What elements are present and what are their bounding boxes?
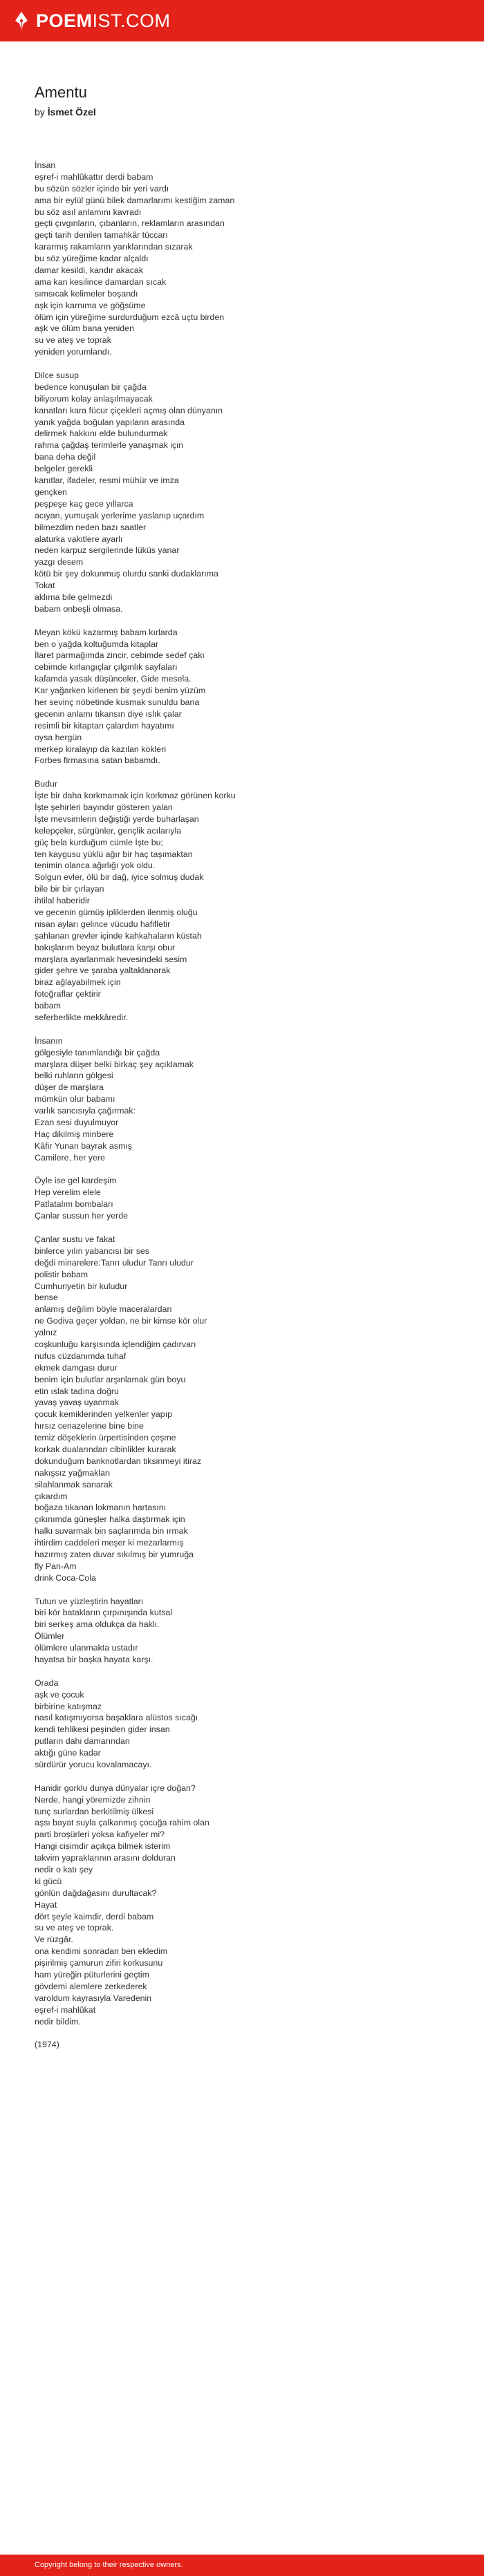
poem-line: kanıtlar, ifadeler, resmi mühür ve imza xyxy=(35,476,179,486)
poem-line: biliyorum kolay anlaşılmayacak xyxy=(35,393,153,404)
poem-line: birbirine katışmaz xyxy=(35,1701,102,1711)
site-header xyxy=(0,0,484,41)
stanza-break xyxy=(35,1164,463,1176)
stanza-break xyxy=(35,1771,463,1783)
poem-line: biri serkeş ama oldukça da haklı. xyxy=(35,1619,160,1630)
poem-line: gider şehre ve şaraba yaltaklanarak xyxy=(35,966,171,976)
poem-line: neden karpuz sergilerinde lüküs yanar xyxy=(35,545,180,556)
stanza-break xyxy=(35,1666,463,1677)
stanza-break xyxy=(35,1222,463,1234)
poem-line: delirmek hakkını elde bulundurmak xyxy=(35,429,168,439)
poem-line: ona kendimi sonradan ben ekledim xyxy=(35,1946,168,1957)
poem-line: güç bela kurduğum cümle İşte bu; xyxy=(35,837,163,847)
poem-line: hayatsa bir başka hayata karşı. xyxy=(35,1655,153,1664)
poem-line: ölümlere ulanmakta ustadır xyxy=(35,1643,138,1653)
poem-line: ihtirdim caddeleri meşer ki mezarlarmış xyxy=(35,1538,184,1548)
poem-line: Budur xyxy=(35,779,58,789)
stanza-break xyxy=(35,615,463,627)
by-label: by xyxy=(35,106,45,117)
poem-line: Dilce susup xyxy=(35,370,80,381)
poem-line: yeniden yorumlandı. xyxy=(35,347,112,357)
poem-line: İşte bir daha korkmamak için korkmaz görünen korku xyxy=(35,791,236,801)
poem-line: İşte mevsimlerin değiştiği yerde buharlaşan xyxy=(35,814,199,824)
poem-line: parti broşürleri yoksa kafiyeler mi? xyxy=(35,1830,165,1840)
poem-line: Cumhuriyetin bir kuludur xyxy=(35,1281,128,1291)
poem-line: fotoğraflar çektirir xyxy=(35,989,101,999)
poem-line: rahma çağdaş terimlerle yanaşmak için xyxy=(35,440,183,451)
poem-line: ihtilal haberidir xyxy=(35,896,90,906)
poem-line: kötü bir şey dokunmuş olurdu sanki dudaklarıma xyxy=(35,569,218,579)
poem-line: aşk ve ölüm bana yeniden xyxy=(35,323,134,334)
poem-line: kanatları kara fücur çiçekleri açmış olan dünyanın xyxy=(35,405,223,415)
poem-line: yanık yağda boğulan yapıların arasında xyxy=(35,417,185,427)
poem-line: ben o yağda koltuğumda kitaplar xyxy=(35,639,159,649)
pen-nib-icon xyxy=(14,11,29,30)
poem-line: biraz ağlayabilmek için xyxy=(35,977,121,988)
poem-line: aşk ve çocuk xyxy=(35,1689,84,1700)
poem-line: İlaret parmağımda zincir, cebimde sedef çakı xyxy=(35,650,205,661)
poem-line: nakışsız yağmakları xyxy=(35,1467,111,1478)
poem-line: Forbes firmasına satan babamdı. xyxy=(35,755,160,766)
poem-line: gövdemi alemlere zerkederek xyxy=(35,1981,147,1991)
poem-line: Hayat xyxy=(35,1899,57,1910)
poem-line: ve gecenin gümüş ipliklerden ilenmiş oluğu xyxy=(35,908,198,917)
stanza-break xyxy=(35,2028,463,2040)
poem-line: çıkardım xyxy=(35,1491,68,1501)
poem-line: merkep kiralayıp da kazılan kökleri xyxy=(35,744,167,754)
poem-line: yazgı desem xyxy=(35,557,84,567)
poem-line: polistir babam xyxy=(35,1269,89,1279)
poem-line: tenimin olanca ağırlığı yok oldu. xyxy=(35,861,156,871)
poem-line: çıkınımda güneşler halka daştırmak için xyxy=(35,1514,185,1525)
poem-line: bakışlarım beyaz bulutlara karşı obur xyxy=(35,942,176,952)
poem-line: sımsıcak kelimeler boşandı xyxy=(35,288,138,299)
poem-line: temiz döşeklerin ürpertisinden çeşme xyxy=(35,1433,176,1443)
poem-line: Nerde, hangi yöremizde zihnin xyxy=(35,1794,151,1805)
poem-line: babam onbeşli olmasa. xyxy=(35,603,123,614)
poem-line: kararmış rakamların yarıklarından sızarak xyxy=(35,242,193,252)
poem-line: Tokat xyxy=(35,581,55,591)
poem-line: Ezan sesi duyulmuyor xyxy=(35,1118,119,1128)
poem-line: ama bir eylül günü bilek damarlarımı kestiğim zaman xyxy=(35,195,235,205)
poem-line: alaturka vakitlere ayarlı xyxy=(35,534,123,544)
poem-line: yavaş yavaş uyanmak xyxy=(35,1398,119,1408)
poem-line: ten kaygusu yüklü ağır bir haç taşımaktan xyxy=(35,849,193,859)
poem-line: coşkunluğu karşısında içlendiğim çadırvarı xyxy=(35,1339,196,1349)
poem-line: oysa hergün xyxy=(35,732,82,742)
poem-line: peşpeşe kaç gece yıllarca xyxy=(35,498,133,509)
poem-line: nedir bildim. xyxy=(35,2016,81,2027)
poem-line: ki gücü xyxy=(35,1876,62,1886)
poem-line: damar kesildi, kandır akacak xyxy=(35,265,144,276)
poem-line: pişirilmiş çamurun zifiri korkusunu xyxy=(35,1958,163,1968)
poem-line: babam xyxy=(35,1001,61,1011)
poem-line: değdi minarelere:Tanrı uludur Tanrı uludur xyxy=(35,1257,194,1268)
stanza-break xyxy=(35,767,463,778)
poem-line: korkak dualarından cibinlikler kurarak xyxy=(35,1444,176,1454)
poem-line: nisan ayları gelince vücudu hafifletir xyxy=(35,919,171,929)
copyright-text: Copyright belong to their respective owners. xyxy=(35,2561,183,2569)
poem-line: İnsanın xyxy=(35,1035,63,1046)
poem-line: aktığı güne kadar xyxy=(35,1748,101,1758)
author-name[interactable]: İsmet Özel xyxy=(47,106,96,117)
poem-line: bu söz yüreğime kadar alçaldı xyxy=(35,254,149,264)
poem-line: belki ruhların gölgesi xyxy=(35,1071,113,1081)
poem-line: gençken xyxy=(35,487,67,497)
poem-line: kelepçeler, sürgünler, gençlik acılarıyla xyxy=(35,825,182,836)
poem-line: fly Pan-Am xyxy=(35,1561,77,1571)
poem-line: bense xyxy=(35,1292,58,1303)
poem-line: Tutun ve yüzleştirin hayatları xyxy=(35,1596,144,1606)
poem-line: su ve ateş ve toprak. xyxy=(35,1923,114,1933)
poem-line: anlamış değilim böyle maceralardan xyxy=(35,1304,172,1315)
poem-line: bedence konuşulan bir çağda xyxy=(35,382,147,392)
poem-line: silahlanmak sanarak xyxy=(35,1479,113,1489)
poem-line: Kâfir Yunan bayrak asmış xyxy=(35,1140,132,1151)
poem-line: eşref-i mahlûkat xyxy=(35,2004,96,2015)
poem-line: nedir o katı şey xyxy=(35,1865,93,1875)
poem-line: boğaza tıkanan lokmanın hartasını xyxy=(35,1503,167,1513)
poem-line: çocuk kemiklerinden yelkenler yapıp xyxy=(35,1409,173,1420)
poem-line: Meyan kökü kazarmış babam kırlarda xyxy=(35,627,178,637)
stanza-break xyxy=(35,358,463,370)
poem-line: düşer de marşlara xyxy=(35,1082,104,1093)
poem-line: dört şeyle kaimdir, derdi babam xyxy=(35,1911,154,1921)
poem-line: Haç dikilmiş minbere xyxy=(35,1129,114,1139)
poem-line: şahlanan grevler içinde kahkahaların küstah xyxy=(35,930,202,941)
stanza-break xyxy=(35,1024,463,1035)
poem-line: aşk için karnıma ve göğsüme xyxy=(35,300,146,310)
poem-line: dokunduğum banknotlardan tiksinmeyi itiraz xyxy=(35,1456,202,1466)
poem-author-line xyxy=(35,105,463,119)
poem-line: takvim yapraklarının arasını dolduran xyxy=(35,1853,176,1863)
poem-line: kendi tehlikesi peşinden gider insan xyxy=(35,1724,170,1735)
poem-line: aklıma bile gelmezdi xyxy=(35,592,113,602)
poem-line: ekmek damgası durur xyxy=(35,1362,118,1373)
poem-line: İşte şehirleri bayındır gösteren yalan xyxy=(35,802,173,812)
poem-line: İnsan xyxy=(35,160,56,170)
poem-line: ama kan kesilince damardan sıcak xyxy=(35,276,167,287)
site-logo[interactable] xyxy=(14,10,171,31)
poem-line: Çanlar sussun her yerde xyxy=(35,1211,128,1221)
site-footer xyxy=(0,2555,484,2576)
poem-line: yalnız xyxy=(35,1328,57,1338)
poem-line: etin ıslak tadına doğru xyxy=(35,1386,119,1396)
poem-line: ham yüreğin püturlerini geçtim xyxy=(35,1970,149,1980)
poem-line: belgeler gerekli xyxy=(35,464,93,474)
poem-line: putların dahi damarından xyxy=(35,1736,130,1747)
poem-line: geçti çıvgınların, çıbanların, reklamların arasından xyxy=(35,218,225,229)
poem-line: biri kör batakların çırpınışında kutsal xyxy=(35,1608,173,1618)
poem-line: geçti tarih denilen tamahkâr tüccarı xyxy=(35,230,168,241)
poem-line: drink Coca-Cola xyxy=(35,1572,96,1583)
poem-line: gönlün dağdağasını durultacak? xyxy=(35,1888,157,1898)
poem-line: bile bir bir çırlayan xyxy=(35,884,104,894)
poem-line: mümkün olur babamı xyxy=(35,1094,115,1104)
poem-line: her sevinç nöbetinde kusmak sunuldu bana xyxy=(35,697,200,707)
poem-line: Kar yağarken kirlenen bir şeydi benim yüzüm xyxy=(35,686,206,696)
poem-line: Çanlar sustu ve fakat xyxy=(35,1234,115,1244)
poem-line: marşlara düşer belki birkaç şey açıklamak xyxy=(35,1059,194,1069)
poem-line: Ve rüzgâr. xyxy=(35,1935,73,1945)
poem-line: bilmezdim neden bazı saatler xyxy=(35,522,147,532)
poem-line: Öyle ise gel kardeşim xyxy=(35,1176,117,1186)
poem-line: benim için bulutlar arşınlamak gün boyu xyxy=(35,1374,186,1384)
poem-line: ölüm için yüreğime surdurduğum ezcâ uçtu birden xyxy=(35,312,225,322)
poem-line: sürdürür yorucu kovalamacayı. xyxy=(35,1760,152,1770)
poem-line: marşlara ayarlanmak hevesindeki sesim xyxy=(35,954,187,964)
poem-line: Orada xyxy=(35,1677,59,1688)
poem-line: resimli bir kitaptan çalardım hayatımı xyxy=(35,720,174,731)
poem-line: su ve ateş ve toprak xyxy=(35,335,111,346)
poem-body xyxy=(35,160,463,2051)
poem-line: Hangi cisimdir açıkça bilmek isterim xyxy=(35,1841,171,1852)
poem-line: hırsız cenazelerine bine bine xyxy=(35,1421,144,1431)
poem-line: Ölümler xyxy=(35,1631,65,1642)
poem-line: nufus cüzdanımda tuhaf xyxy=(35,1351,127,1361)
poem-line: tunç surlardan berkitilmiş ülkesi xyxy=(35,1806,154,1816)
poem-line: varoldum kayrasıyla Varedenin xyxy=(35,1993,152,2003)
poem-title: Amentu xyxy=(35,84,87,101)
poem-line: aşsı bayat suyla çalkanmış çocuğa rahim olan xyxy=(35,1818,210,1828)
poem-line: hazırmış zaten duvar sıkılmış bir yumruğa xyxy=(35,1549,194,1559)
poem-line: nasıl katışmıyorsa başaklara alüstos sıcağı xyxy=(35,1713,198,1723)
poem-line: Solgun evler, ölü bir dağ, iyice solmuş dudak xyxy=(35,872,204,883)
logo-text: POEMIST.COM xyxy=(36,10,171,31)
poem-line: varlık sancısıyla çağırmak: xyxy=(35,1106,136,1116)
poem-line: eşref-i mahlûkattır derdi babam xyxy=(35,171,153,182)
poem-line: gölgesiyle tanımlandığı bir çağda xyxy=(35,1047,160,1057)
poem-line: acıyan, yumuşak yerlerime yaslanıp uçardım xyxy=(35,510,205,520)
poem-line: Hanidir gorklu dunya dünyalar içre doğan? xyxy=(35,1783,196,1793)
poem-line: kafamda yasak düşünceler, Gide mesela. xyxy=(35,674,192,684)
poem-line: ne Godiva geçer yoldan, ne bir kimse kör olur xyxy=(35,1316,207,1326)
poem-heading xyxy=(35,83,463,119)
poem-line: bu sözün sözler içinde bir yeri vardı xyxy=(35,183,169,194)
poem-line: bana deha değil xyxy=(35,452,96,462)
poem-line: binlerce yılın yabancısı bir ses xyxy=(35,1245,149,1256)
poem-line: Hep verelim elele xyxy=(35,1187,101,1198)
poem-line: seferberlikte mekkâredir. xyxy=(35,1013,128,1023)
stanza-break xyxy=(35,1584,463,1596)
poem-line: Patlatalım bombaları xyxy=(35,1199,113,1210)
poem-line: Camilere, her yere xyxy=(35,1152,105,1163)
poem-line: gecenin anlamı tıkansın diye ıslık çalar xyxy=(35,708,182,719)
poem-line: bu söz asıl anlamını kavradı xyxy=(35,207,142,217)
poem-line: halkı suvarmak bin saçlarımda bin ırmak xyxy=(35,1526,188,1536)
poem-line: (1974) xyxy=(35,2040,59,2050)
poem-line: cebimde kırlangıçlar çılgınlık sayfaları xyxy=(35,662,178,673)
